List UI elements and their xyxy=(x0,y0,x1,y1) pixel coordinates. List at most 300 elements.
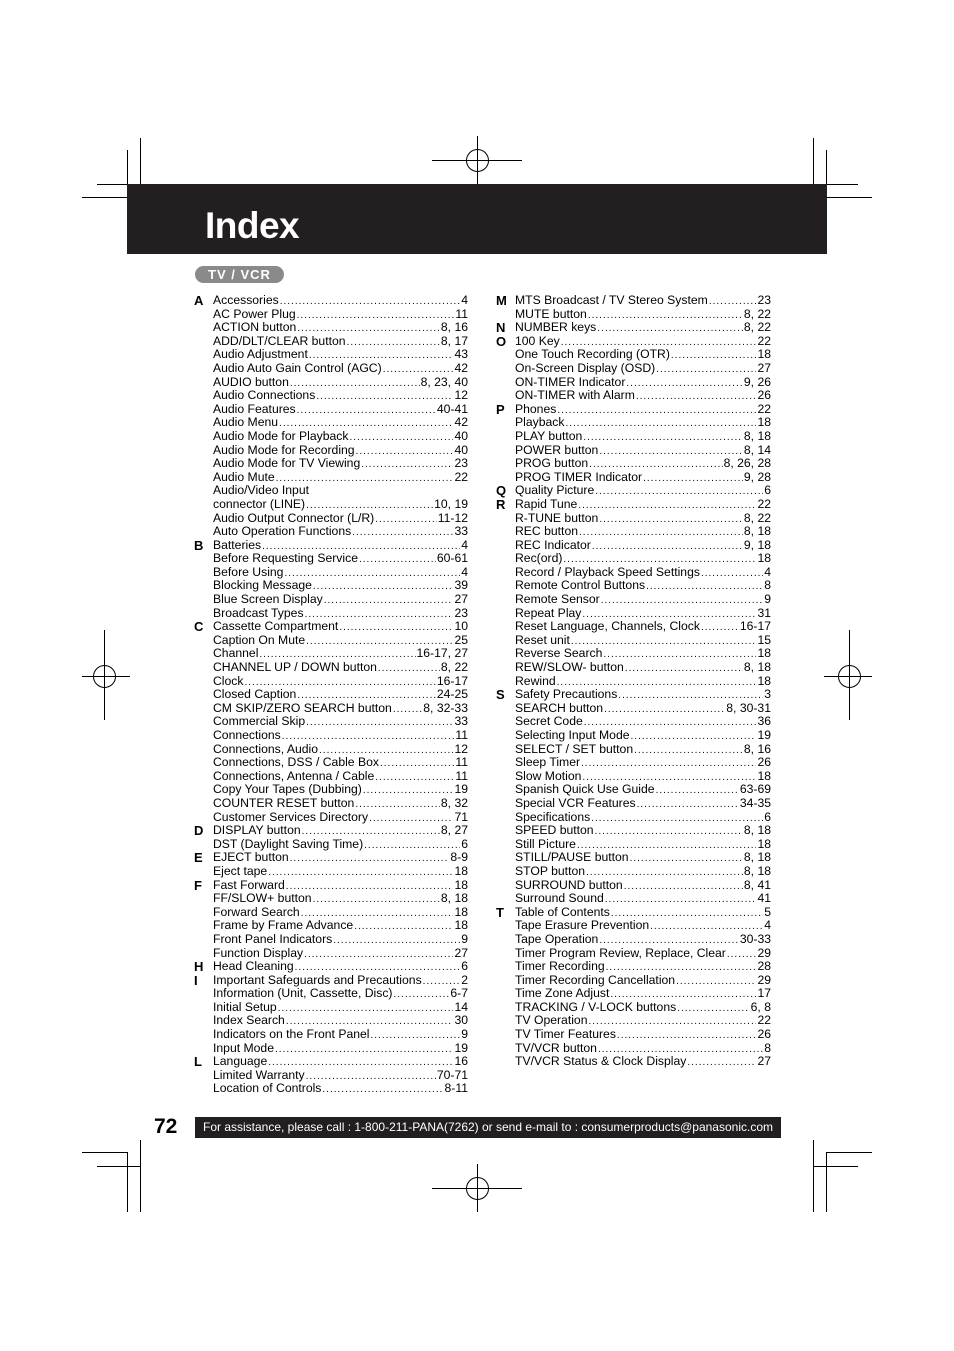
dot-leader xyxy=(656,784,739,798)
entry-term: Rapid Tune xyxy=(515,496,578,511)
entry-pages: 6, 8 xyxy=(750,999,771,1014)
index-group xyxy=(194,974,468,1056)
dot-leader xyxy=(375,513,437,527)
index-group xyxy=(194,620,468,824)
entry-pages: 8, 18 xyxy=(743,660,771,675)
dot-leader xyxy=(306,716,453,730)
index-entry xyxy=(515,566,771,580)
footer-bar xyxy=(195,1117,781,1138)
index-entry xyxy=(515,824,771,838)
index-letter: R xyxy=(496,496,506,512)
dot-leader xyxy=(393,703,422,717)
index-group xyxy=(496,294,771,321)
page-number: 72 xyxy=(154,1115,178,1138)
index-entry xyxy=(515,444,771,458)
entry-term: Audio/Video Input xyxy=(213,483,310,498)
dot-leader xyxy=(595,825,743,839)
entry-pages: 8, 23, 40 xyxy=(420,374,468,389)
entry-pages: 8, 41 xyxy=(743,877,771,892)
entry-term: REW/SLOW- button xyxy=(515,660,624,675)
dot-leader xyxy=(687,1056,756,1070)
entry-term: Audio Mode for TV Viewing xyxy=(213,456,361,471)
entry-term: Playback xyxy=(515,415,565,430)
dot-leader xyxy=(605,893,757,907)
index-entry xyxy=(515,688,771,702)
entry-term: On-Screen Display (OSD) xyxy=(515,360,656,375)
dot-leader xyxy=(637,798,739,812)
dot-leader xyxy=(676,975,756,989)
entry-pages: 27 xyxy=(757,360,771,375)
index-entry xyxy=(515,525,771,539)
entry-term: Index Search xyxy=(213,1013,285,1028)
entry-term: Audio Mode for Recording xyxy=(213,442,355,457)
entry-term: Head Cleaning xyxy=(213,959,294,974)
index-entry xyxy=(515,974,771,988)
index-letter: O xyxy=(496,333,507,349)
dot-leader xyxy=(601,594,764,608)
index-entry xyxy=(515,933,771,947)
dot-leader xyxy=(646,580,763,594)
entry-term: MTS Broadcast / TV Stereo System xyxy=(515,293,708,307)
dot-leader xyxy=(656,363,756,377)
entry-pages: 34-35 xyxy=(739,795,771,810)
entry-term: R-TUNE button xyxy=(515,510,599,525)
index-letter: L xyxy=(194,1054,202,1070)
index-entry xyxy=(515,389,771,403)
index-letter: N xyxy=(496,320,506,336)
entry-pages: 5 xyxy=(764,904,771,919)
index-entry xyxy=(515,851,771,865)
entry-pages: 8, 32-33 xyxy=(423,700,468,715)
dot-leader xyxy=(727,948,757,962)
index-group xyxy=(496,498,771,688)
entry-pages: 8, 27 xyxy=(440,823,468,838)
index-entry xyxy=(515,1014,771,1028)
entry-term: Rec(ord) xyxy=(515,551,563,566)
entry-pages: 70-71 xyxy=(436,1067,468,1082)
dot-leader xyxy=(278,1002,454,1016)
index-entry xyxy=(515,321,771,335)
index-group xyxy=(194,879,468,961)
index-entry xyxy=(213,892,468,906)
index-entry xyxy=(515,865,771,879)
entry-pages: 12 xyxy=(454,741,468,756)
entry-term: Before Using xyxy=(213,564,284,579)
entry-pages: 8, 18 xyxy=(743,428,771,443)
entry-term: Surround Sound xyxy=(515,891,604,906)
index-group xyxy=(496,403,771,485)
index-letter: E xyxy=(194,850,203,866)
dot-leader xyxy=(359,553,436,567)
index-entry xyxy=(515,457,771,471)
dot-leader xyxy=(378,662,440,676)
dot-leader xyxy=(275,1043,453,1057)
entry-pages: 8, 18 xyxy=(440,891,468,906)
entry-term: DISPLAY button xyxy=(213,823,301,838)
dot-leader xyxy=(393,988,449,1002)
entry-pages: 30-33 xyxy=(739,931,771,946)
dot-leader xyxy=(339,621,453,635)
index-entry xyxy=(213,321,468,335)
entry-term: PROG button xyxy=(515,456,589,471)
dot-leader xyxy=(643,472,743,486)
index-entry xyxy=(515,743,771,757)
entry-term: Important Safeguards and Precautions xyxy=(213,972,422,987)
index-entry xyxy=(213,607,468,621)
index-entry xyxy=(515,430,771,444)
entry-pages: 6 xyxy=(764,809,771,824)
entry-pages: 4 xyxy=(461,293,468,307)
entry-pages: 26 xyxy=(757,388,771,403)
entry-term: Selecting Input Mode xyxy=(515,728,630,742)
index-entry xyxy=(515,987,771,1001)
index-entry xyxy=(515,403,771,417)
index-entry xyxy=(213,376,468,390)
index-group xyxy=(496,335,771,403)
dot-leader xyxy=(603,648,756,662)
index-letter: D xyxy=(194,823,204,839)
index-letter: H xyxy=(194,959,204,975)
entry-term: Reverse Search xyxy=(515,646,603,661)
index-group xyxy=(194,539,468,621)
dot-leader xyxy=(677,1002,749,1016)
dot-leader xyxy=(636,390,757,404)
entry-term: Reset Language, Channels, Clock xyxy=(515,619,700,634)
entry-term: Safety Precautions xyxy=(515,687,618,702)
entry-term: SELECT / SET button xyxy=(515,741,634,756)
entry-term: Audio Output Connector (L/R) xyxy=(213,510,375,525)
entry-pages: 8, 32 xyxy=(440,795,468,810)
index-entry xyxy=(213,947,468,961)
index-entry xyxy=(213,838,468,852)
dot-leader xyxy=(581,757,756,771)
entry-term: REC Indicator xyxy=(515,537,591,552)
index-entry xyxy=(515,879,771,893)
dot-leader xyxy=(588,309,743,323)
entry-term: Copy Your Tapes (Dubbing) xyxy=(213,782,362,797)
entry-pages: 43 xyxy=(454,347,468,362)
index-entry xyxy=(213,960,468,974)
index-entry xyxy=(515,593,771,607)
index-entry xyxy=(213,851,468,865)
entry-term: Location of Controls xyxy=(213,1081,322,1096)
entry-pages: 14 xyxy=(454,999,468,1014)
entry-pages: 8, 30-31 xyxy=(726,700,771,715)
entry-term: TV/VCR button xyxy=(515,1040,597,1055)
index-group xyxy=(496,484,771,498)
index-entry xyxy=(213,756,468,770)
entry-pages: 18 xyxy=(757,673,771,688)
entry-pages: 26 xyxy=(757,1027,771,1042)
dot-leader xyxy=(604,703,725,717)
entry-pages: 40 xyxy=(454,442,468,457)
entry-term: SPEED button xyxy=(515,823,594,838)
index-entry xyxy=(213,308,468,322)
dot-leader xyxy=(599,445,743,459)
entry-term: CHANNEL UP / DOWN button xyxy=(213,660,377,675)
index-letter: C xyxy=(194,619,204,635)
dot-leader xyxy=(375,771,454,785)
entry-term: Commercial Skip xyxy=(213,714,306,729)
entry-pages: 11 xyxy=(455,768,468,783)
entry-term: Channel xyxy=(213,646,259,661)
index-group xyxy=(194,851,468,878)
entry-term: REC button xyxy=(515,524,579,539)
entry-pages: 19 xyxy=(454,1040,468,1055)
index-entry xyxy=(515,620,771,634)
entry-term: ON-TIMER with Alarm xyxy=(515,388,635,403)
dot-leader xyxy=(363,784,454,798)
entry-pages: 23 xyxy=(757,293,771,307)
index-entry xyxy=(213,743,468,757)
index-entry xyxy=(213,539,468,553)
entry-term: SURROUND button xyxy=(515,877,623,892)
entry-pages: 8, 18 xyxy=(743,863,771,878)
index-entry xyxy=(213,1001,468,1015)
dot-leader xyxy=(579,526,743,540)
dot-leader xyxy=(333,934,460,948)
dot-leader xyxy=(306,1070,436,1084)
entry-term: Blocking Message xyxy=(213,578,312,593)
entry-pages: 4 xyxy=(764,918,771,933)
index-letter: S xyxy=(496,687,505,703)
index-entry xyxy=(213,729,468,743)
entry-term: Repeat Play xyxy=(515,605,582,620)
entry-term: Connections, Audio xyxy=(213,741,319,756)
dot-leader xyxy=(592,540,743,554)
entry-term: Broadcast Types xyxy=(213,605,304,620)
entry-pages: 33 xyxy=(454,524,468,539)
entry-pages: 17 xyxy=(757,986,771,1001)
entry-term: Function Display xyxy=(213,945,304,960)
entry-pages: 27 xyxy=(454,592,468,607)
dot-leader xyxy=(630,852,743,866)
index-entry xyxy=(213,811,468,825)
entry-pages: 8, 22 xyxy=(440,660,468,675)
index-entry xyxy=(213,715,468,729)
entry-pages: 8 xyxy=(764,578,771,593)
entry-term: Table of Contents xyxy=(515,904,610,919)
dot-leader xyxy=(290,852,450,866)
entry-term: PLAY button xyxy=(515,428,583,443)
index-entry xyxy=(515,1042,771,1056)
entry-pages: 18 xyxy=(757,551,771,566)
dot-leader xyxy=(354,920,453,934)
entry-pages: 16-17 xyxy=(436,673,468,688)
entry-term: Frame by Frame Advance xyxy=(213,918,354,933)
entry-term: Reset unit xyxy=(515,632,570,647)
entry-term: Connections xyxy=(213,728,281,742)
entry-term: Remote Control Buttons xyxy=(515,578,646,593)
dot-leader xyxy=(350,431,454,445)
entry-pages: 63-69 xyxy=(739,782,771,797)
index-entry xyxy=(515,756,771,770)
dot-leader xyxy=(361,458,453,472)
entry-term: Time Zone Adjust xyxy=(515,986,610,1001)
index-entry xyxy=(213,797,468,811)
dot-leader xyxy=(565,417,756,431)
entry-term: Before Requesting Service xyxy=(213,551,358,566)
entry-term: TV Timer Features xyxy=(515,1027,616,1042)
index-entry xyxy=(515,675,771,689)
entry-term: Indicators on the Front Panel xyxy=(213,1027,370,1042)
entry-pages: 15 xyxy=(757,632,771,647)
entry-pages: 9, 26 xyxy=(743,374,771,389)
index-group xyxy=(496,906,771,1069)
index-entry xyxy=(515,783,771,797)
entry-pages: 8-9 xyxy=(450,850,468,865)
index-column-left xyxy=(194,294,468,1096)
entry-pages: 25 xyxy=(454,632,468,647)
dot-leader xyxy=(297,309,455,323)
entry-pages: 9 xyxy=(461,931,468,946)
index-entry xyxy=(515,919,771,933)
entry-term: One Touch Recording (OTR) xyxy=(515,347,670,362)
entry-pages: 39 xyxy=(454,578,468,593)
entry-term: Audio Auto Gain Control (AGC) xyxy=(213,360,382,375)
index-letter: T xyxy=(496,904,504,920)
index-entry xyxy=(515,484,771,498)
entry-pages: 18 xyxy=(454,918,468,933)
entry-term: Timer Program Review, Replace, Clear xyxy=(515,945,726,960)
entry-term: Audio Menu xyxy=(213,415,279,430)
index-entry xyxy=(213,593,468,607)
index-letter: F xyxy=(194,877,202,893)
index-entry xyxy=(515,498,771,512)
entry-pages: 19 xyxy=(757,728,771,742)
index-letter: A xyxy=(194,293,204,308)
index-entry xyxy=(213,471,468,485)
entry-term: Accessories xyxy=(213,293,279,307)
entry-pages: 6-7 xyxy=(450,986,468,1001)
dot-leader xyxy=(316,390,453,404)
section-badge: TV / VCR xyxy=(195,266,284,283)
dot-leader xyxy=(595,485,763,499)
entry-term: ON-TIMER Indicator xyxy=(515,374,626,389)
entry-term: Fast Forward xyxy=(213,877,285,892)
dot-leader xyxy=(268,866,453,880)
dot-leader xyxy=(617,1029,757,1043)
index-entry xyxy=(515,960,771,974)
entry-term: POWER button xyxy=(515,442,599,457)
entry-pages: 40 xyxy=(454,428,468,443)
entry-term: Audio Adjustment xyxy=(213,347,308,362)
entry-pages: 22 xyxy=(757,401,771,416)
entry-pages: 42 xyxy=(454,360,468,375)
index-entry xyxy=(213,919,468,933)
dot-leader xyxy=(583,431,743,445)
index-entry xyxy=(213,824,468,838)
entry-pages: 71 xyxy=(454,809,468,824)
entry-term: TV Operation xyxy=(515,1013,588,1028)
dot-leader xyxy=(324,594,454,608)
entry-pages: 33 xyxy=(454,714,468,729)
dot-leader xyxy=(371,1029,461,1043)
entry-pages: 60-61 xyxy=(436,551,468,566)
entry-pages: 8, 22 xyxy=(743,306,771,321)
entry-term: Cassette Compartment xyxy=(213,619,339,634)
entry-pages: 8, 22 xyxy=(743,510,771,525)
entry-term: SEARCH button xyxy=(515,700,604,715)
entry-term: COUNTER RESET button xyxy=(213,795,355,810)
index-entry xyxy=(213,566,468,580)
index-letter: Q xyxy=(496,483,507,499)
index-entry xyxy=(213,348,468,362)
index-entry xyxy=(213,498,468,512)
entry-term: STILL/PAUSE button xyxy=(515,850,629,865)
index-entry xyxy=(515,838,771,852)
index-entry xyxy=(213,647,468,661)
entry-term: AUDIO button xyxy=(213,374,289,389)
index-entry xyxy=(515,1055,771,1069)
index-entry xyxy=(213,389,468,403)
entry-term: FF/SLOW+ button xyxy=(213,891,312,906)
entry-pages: 18 xyxy=(757,646,771,661)
entry-pages: 9, 18 xyxy=(743,537,771,552)
entry-term: Rewind xyxy=(515,673,556,688)
entry-term: Record / Playback Speed Settings xyxy=(515,564,700,579)
entry-pages: 8, 18 xyxy=(743,850,771,865)
entry-pages: 8, 14 xyxy=(743,442,771,457)
entry-term: Audio Mode for Playback xyxy=(213,428,349,443)
entry-pages: 18 xyxy=(757,347,771,362)
entry-pages: 30 xyxy=(454,1013,468,1028)
entry-term: STOP button xyxy=(515,863,586,878)
entry-term: Initial Setup xyxy=(213,999,277,1014)
entry-pages: 16-17, 27 xyxy=(416,646,468,661)
entry-pages: 40-41 xyxy=(436,401,468,416)
entry-term: 100 Key xyxy=(515,333,560,348)
dot-leader xyxy=(624,880,743,894)
index-entry xyxy=(213,362,468,376)
index-letter: I xyxy=(194,972,198,988)
entry-pages: 2 xyxy=(461,972,468,987)
entry-term: Audio Features xyxy=(213,401,296,416)
dot-leader xyxy=(355,798,440,812)
entry-term: Spanish Quick Use Guide xyxy=(515,782,655,797)
dot-leader xyxy=(634,744,743,758)
entry-term: Audio Mute xyxy=(213,469,275,484)
entry-pages: 18 xyxy=(454,904,468,919)
entry-term: Language xyxy=(213,1054,268,1069)
index-group xyxy=(194,824,468,851)
entry-term: Batteries xyxy=(213,537,262,552)
dot-leader xyxy=(347,336,440,350)
index-entry xyxy=(213,1042,468,1056)
entry-term: Secret Code xyxy=(515,714,583,729)
entry-term: Eject tape xyxy=(213,863,268,878)
index-entry xyxy=(515,416,771,430)
entry-term: TV/VCR Status & Clock Display xyxy=(515,1054,687,1069)
index-entry xyxy=(213,783,468,797)
entry-term: Slow Motion xyxy=(515,768,582,783)
dot-leader xyxy=(591,812,763,826)
entry-pages: 18 xyxy=(454,863,468,878)
entry-term: Auto Operation Functions xyxy=(213,524,352,539)
dot-leader xyxy=(313,893,440,907)
entry-pages: 22 xyxy=(454,469,468,484)
entry-term: Clock xyxy=(213,673,244,688)
index-entry xyxy=(515,512,771,526)
entry-pages: 6 xyxy=(461,959,468,974)
entry-pages: 4 xyxy=(461,564,468,579)
entry-pages: 8-11 xyxy=(444,1081,468,1096)
dot-leader xyxy=(356,445,454,459)
entry-term: Specifications xyxy=(515,809,591,824)
index-entry xyxy=(213,1069,468,1083)
index-entry xyxy=(213,1055,468,1069)
index-group xyxy=(496,321,771,335)
